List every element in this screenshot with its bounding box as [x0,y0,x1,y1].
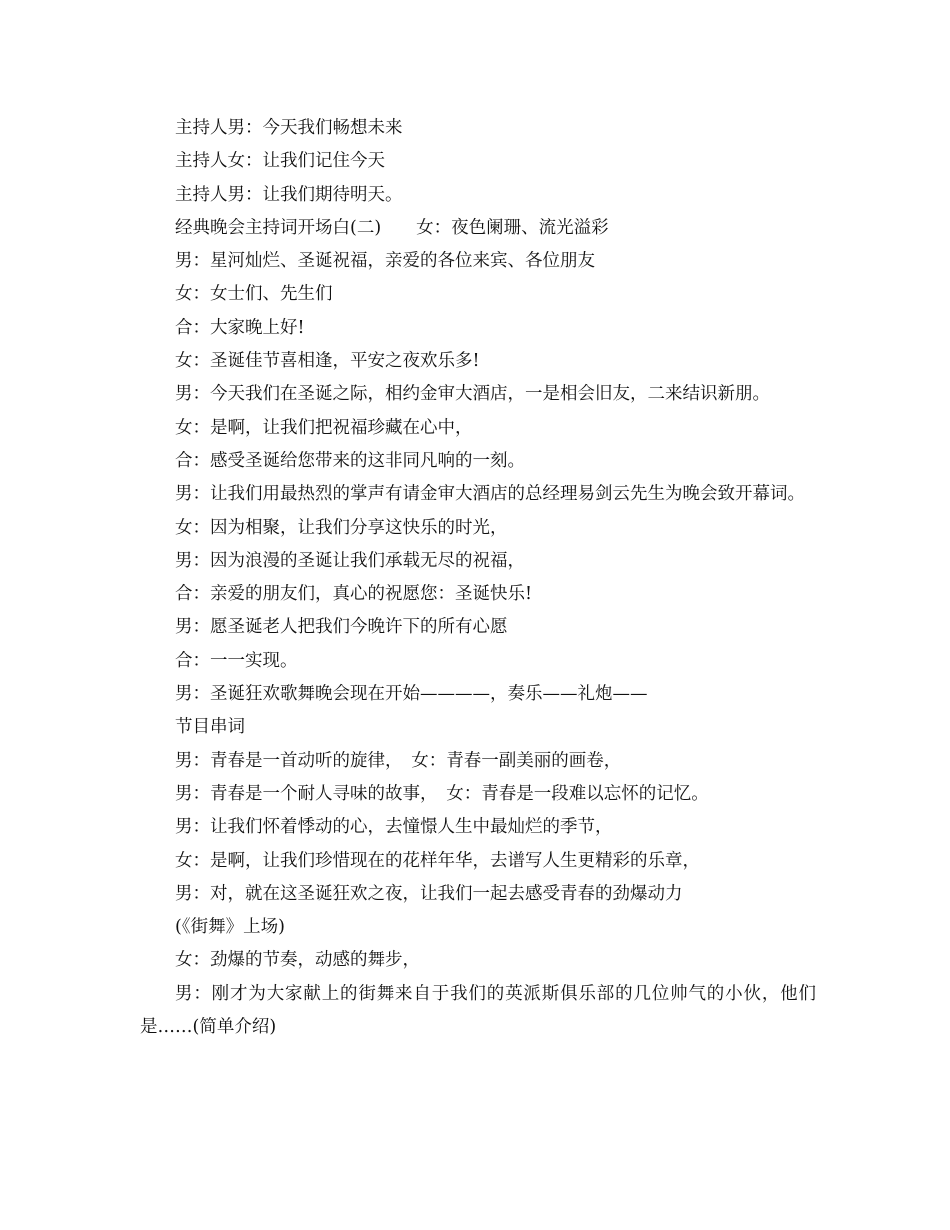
paragraph: 女：因为相聚，让我们分享这快乐的时光， [175,517,508,538]
paragraph: 男：让我们怀着悸动的心，去憧憬人生中最灿烂的季节， [175,817,613,838]
paragraph: 男：愿圣诞老人把我们今晚许下的所有心愿 [175,617,508,638]
paragraph: 男：对，就在这圣诞狂欢之夜，让我们一起去感受青春的劲爆动力 [175,883,683,904]
paragraph: 女：劲爆的节奏，动感的舞步， [175,950,420,971]
paragraph: 男：因为浪漫的圣诞让我们承载无尽的祝福， [175,550,525,571]
paragraph: 男：刚才为大家献上的街舞来自于我们的英派斯俱乐部的几位帅气的小伙，他们是……(简单介绍) [140,983,816,1038]
paragraph: 男：圣诞狂欢歌舞晚会现在开始————，奏乐——礼炮—— [175,684,648,705]
paragraph: 女：是啊，让我们把祝福珍藏在心中， [175,417,473,438]
paragraph: 男：青春是一个耐人寻味的故事， 女：青春是一段难以忘怀的记忆。 [175,783,709,804]
paragraph: 男：今天我们在圣诞之际，相约金审大酒店，一是相会旧友，二来结识新朋。 [175,384,770,405]
document-body [140,112,816,1044]
paragraph: 男：青春是一首动听的旋律， 女：青春一副美丽的画卷， [175,750,622,771]
paragraph: 男：让我们用最热烈的掌声有请金审大酒店的总经理易剑云先生为晚会致开幕词。 [175,484,805,505]
paragraph: 男：星河灿烂、圣诞祝福，亲爱的各位来宾、各位朋友 [175,251,595,272]
paragraph: 主持人男：让我们期待明天。 [175,184,403,205]
paragraph: 合：感受圣诞给您带来的这非同凡响的一刻。 [175,450,525,471]
paragraph: 主持人女：让我们记住今天 [175,151,385,172]
paragraph: 女：是啊，让我们珍惜现在的花样年华，去谱写人生更精彩的乐章， [175,850,700,871]
paragraph: 女：女士们、先生们 [175,284,333,305]
paragraph: 合：大家晚上好! [175,317,305,338]
paragraph: (《街舞》上场) [175,917,285,938]
paragraph: 女：圣诞佳节喜相逢，平安之夜欢乐多! [175,351,480,372]
paragraph: 合：亲爱的朋友们，真心的祝愿您：圣诞快乐! [175,584,533,605]
paragraph: 主持人男：今天我们畅想未来 [175,118,403,138]
paragraph: 合：一一实现。 [175,650,298,671]
paragraph: 节目串词 [175,717,245,738]
paragraph: 经典晚会主持词开场白(二) 女：夜色阑珊、流光溢彩 [175,217,609,238]
